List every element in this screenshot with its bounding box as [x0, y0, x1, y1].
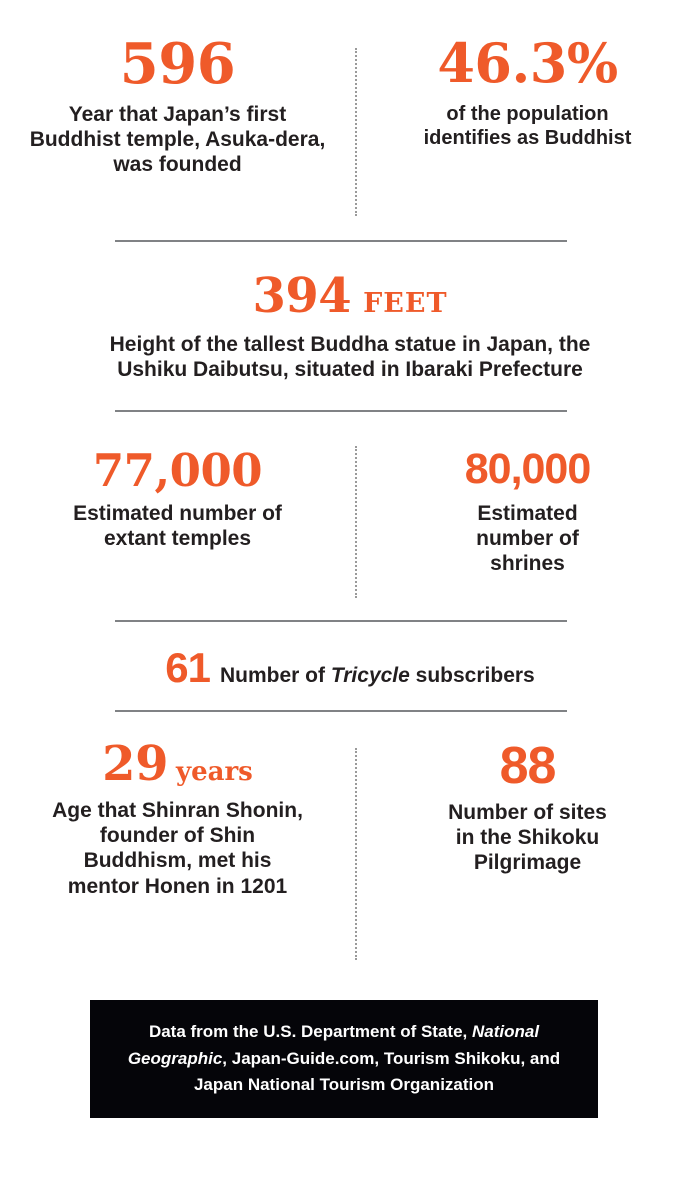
stat-caption-29-years: Age that Shinran Shonin, founder of Shin Buddhism, met his mentor Honen in 1201	[52, 799, 303, 898]
stat-card-88	[355, 737, 700, 876]
stat-value-88: 88	[499, 737, 556, 795]
column-divider-row1	[355, 48, 357, 216]
data-sources-text	[118, 1019, 570, 1098]
caption-suffix: subscribers	[409, 664, 535, 687]
stat-value-29: 29	[102, 736, 168, 792]
stat-caption-394-feet: Height of the tallest Buddha statue in Japan, the Ushiku Daibutsu, situated in Ibaraki Prefecture	[109, 333, 591, 382]
stat-caption-463-percent: of the population identifies as Buddhist	[423, 103, 632, 149]
stat-value-61: 61	[165, 644, 210, 691]
stat-unit-feet: FEET	[363, 288, 448, 319]
section-divider-1	[115, 240, 567, 242]
stat-caption-61	[220, 663, 535, 688]
stat-card-394-feet	[0, 268, 700, 382]
publication-title-national-geographic: National Geographic	[127, 1022, 540, 1068]
stat-caption-80000: Estimated number of shrines	[476, 502, 579, 576]
stat-card-596	[0, 31, 355, 178]
stat-unit-years: years	[175, 757, 253, 787]
stat-value-80000: 80,000	[464, 445, 591, 493]
section-divider-2	[115, 410, 567, 412]
footer-part-1: Data from the U.S. Department of State,	[148, 1022, 472, 1042]
magazine-title-tricycle: Tricycle	[330, 664, 410, 687]
stat-caption-77000: Estimated number of extant temples	[73, 502, 282, 551]
stat-card-80000	[355, 445, 700, 577]
data-sources-footer	[90, 1000, 598, 1118]
caption-prefix: Number of	[219, 664, 331, 687]
stat-card-29-years	[0, 736, 355, 899]
footer-part-2: , Japan-Guide.com, Tourism Shikoku, and Japan National Tourism Organization	[193, 1048, 561, 1095]
stat-value-line-394	[0, 268, 700, 324]
stat-value-463-percent: 46.3%	[437, 31, 618, 95]
column-divider-row5	[355, 748, 357, 960]
stat-value-596: 596	[119, 31, 236, 97]
stat-caption-596: Year that Japan’s first Buddhist temple, Asuka-dera, was founded	[29, 103, 326, 177]
stat-card-463-percent	[355, 31, 700, 150]
section-divider-4	[115, 710, 567, 712]
stat-card-61	[0, 644, 700, 691]
column-divider-row3	[355, 446, 357, 598]
stat-card-77000	[0, 444, 355, 551]
stat-value-line-29	[0, 736, 355, 792]
section-divider-3	[115, 620, 567, 622]
stat-value-77000: 77,000	[92, 444, 263, 497]
stat-value-394: 394	[252, 268, 352, 324]
stat-caption-88: Number of sites in the Shikoku Pilgrimage	[448, 801, 607, 875]
